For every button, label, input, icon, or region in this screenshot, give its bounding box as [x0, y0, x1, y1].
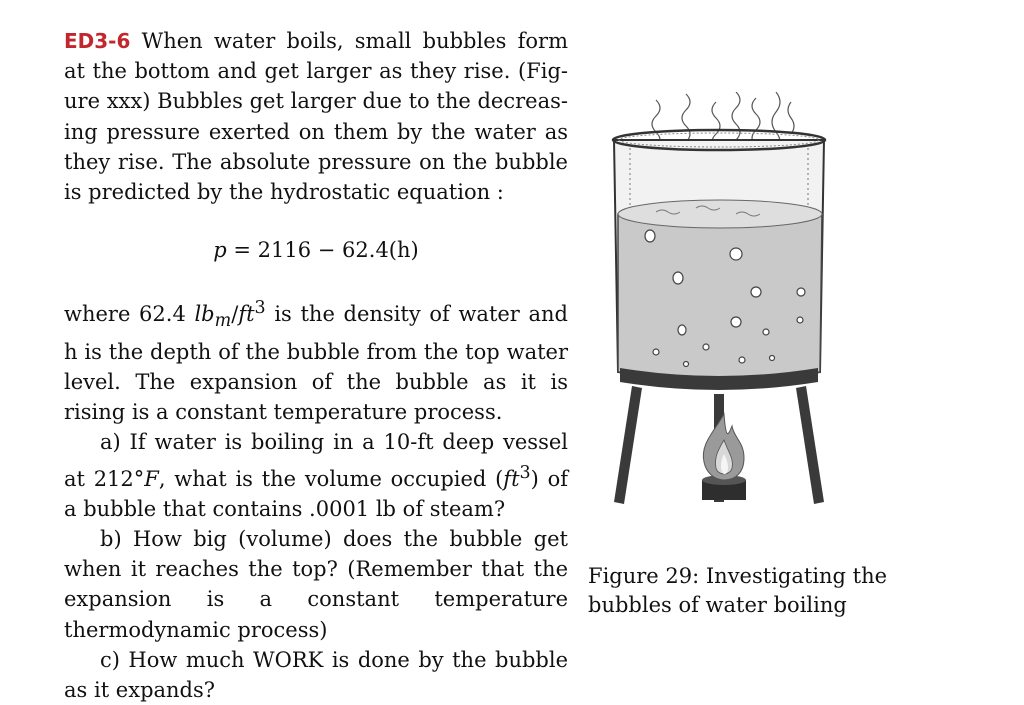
part-a-prefix: a) If water is boiling in a 10-ft deep vessel at 212°	[64, 430, 568, 491]
equation-rhs: = 2116 − 62.4(h)	[233, 238, 419, 263]
part-a-unit-f: F	[144, 466, 159, 491]
problem-text-column	[64, 26, 568, 705]
problem-intro	[64, 26, 568, 207]
problem-intro-text: When water boils, small bubbles form at the bottom and get larger as they rise. (Figure xxx) Bubbles get larger due to the decreasing pressure exerted on them by the water as they rise. The absolute pressure on the bubble is predicted by the hydrostatic equation :	[64, 29, 568, 205]
boiling-vessel-figure	[586, 92, 846, 532]
where-paragraph	[64, 293, 568, 427]
part-a-suffix: ) of a bubble that contains .0001 lb of steam?	[64, 466, 568, 521]
part-a	[64, 427, 568, 524]
part-a-unit-exp: 3	[519, 462, 531, 483]
boiling-vessel-illustration	[586, 92, 846, 532]
where-prefix: where 62.4	[64, 302, 195, 327]
part-b: b) How big (volume) does the bubble get when it reaches the top? (Remember that the expansion is a constant temperature thermodynamic process)	[64, 527, 568, 642]
where-suffix: is the density of water and h is the depth of the bubble from the top water level. The expansion of the bubble as it is rising is a constant temperature process.	[64, 302, 568, 425]
figure-caption: Figure 29: Investigating the bubbles of water boiling	[588, 564, 888, 617]
part-a-unit-ft: ft	[503, 466, 520, 491]
equation-lhs: p	[213, 238, 227, 263]
units-lb: lb	[194, 302, 215, 327]
hydrostatic-equation	[64, 235, 568, 265]
units-slash: /	[231, 302, 239, 327]
part-a-middle: , what is the volume occupied (	[158, 466, 504, 491]
units-sub: m	[214, 311, 232, 332]
water-surface	[618, 200, 822, 228]
problem-id: ED3-6	[64, 29, 131, 53]
flame-icon	[703, 414, 744, 480]
part-c: c) How much WORK is done by the bubble as it expands?	[64, 647, 568, 703]
units-ft: ft	[238, 302, 255, 327]
units-exp: 3	[254, 298, 266, 319]
